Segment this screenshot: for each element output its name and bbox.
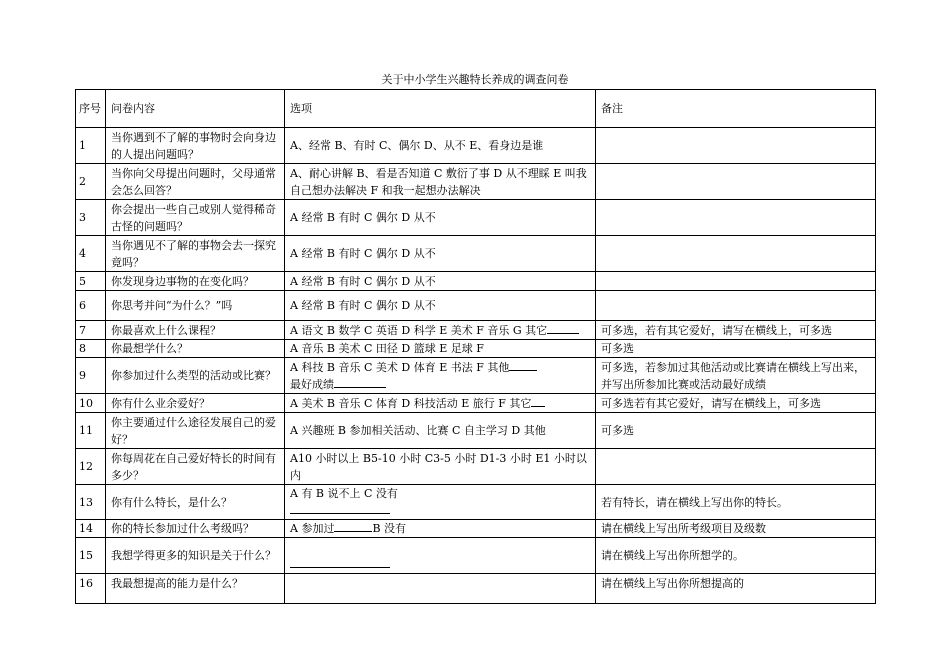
- header-row: [76, 90, 876, 128]
- row-question: 你最喜欢上什么课程？: [106, 321, 285, 340]
- row-notes: 若有特长，请在横线上写出你的特长。: [596, 485, 876, 520]
- row-notes: 请在横线上写出所考级项目及级数: [596, 520, 876, 538]
- option-text: A 参加过: [290, 522, 335, 535]
- row-question: 你主要通过什么途径发展自己的爱好？: [106, 413, 285, 449]
- row-num: 11: [76, 413, 106, 449]
- table-row: [76, 413, 876, 449]
- row-num: 6: [76, 291, 106, 321]
- row-options: A 经常 B 有时 C 偶尔 D 从不: [285, 272, 596, 291]
- row-question: 你发现身边事物的在变化吗？: [106, 272, 285, 291]
- table-row: [76, 574, 876, 604]
- row-question: 当你遇见不了解的事物会去一探究竟吗？: [106, 236, 285, 272]
- table-row: [76, 449, 876, 485]
- row-num: 4: [76, 236, 106, 272]
- row-num: 10: [76, 394, 106, 413]
- row-options: A 经常 B 有时 C 偶尔 D 从不: [285, 236, 596, 272]
- row-num: 15: [76, 538, 106, 574]
- row-notes: [596, 236, 876, 272]
- row-notes: [596, 291, 876, 321]
- row-num: 8: [76, 340, 106, 358]
- row-question: 你参加过什么类型的活动或比赛？: [106, 358, 285, 394]
- row-notes: 可多选: [596, 340, 876, 358]
- table-row: [76, 272, 876, 291]
- row-options: [285, 574, 596, 604]
- row-num: 3: [76, 200, 106, 236]
- option-text: A 有 B 说不上 C 没有: [290, 487, 398, 500]
- option-text: A 美术 B 音乐 C 体育 D 科技活动 E 旅行 F 其它: [290, 396, 532, 410]
- table-row: [76, 340, 876, 358]
- option-extra: B 没有: [372, 522, 407, 535]
- row-num: 14: [76, 520, 106, 538]
- table-row: [76, 520, 876, 538]
- row-notes: 请在横线上写出你所想提高的: [596, 574, 876, 604]
- row-notes: 可多选，若有其它爱好，请写在横线上，可多选: [596, 321, 876, 340]
- row-num: 12: [76, 449, 106, 485]
- fill-blank: [334, 376, 386, 388]
- row-question: 你有什么特长，是什么？: [106, 485, 285, 520]
- row-question: 当你遇到不了解的事物时会向身边的人提出问题吗？: [106, 128, 285, 164]
- row-options: [285, 394, 596, 413]
- row-question: 你每周花在自己爱好特长的时间有多少？: [106, 449, 285, 485]
- fill-blank: [547, 322, 579, 334]
- row-options: A、经常 B、有时 C、偶尔 D、从不 E、看身边是谁: [285, 128, 596, 164]
- fill-blank: [290, 556, 390, 568]
- row-question: 你最想学什么？: [106, 340, 285, 358]
- fill-blank: [531, 395, 545, 407]
- row-question: 你有什么业余爱好？: [106, 394, 285, 413]
- row-notes: [596, 200, 876, 236]
- fill-blank: [509, 359, 537, 371]
- table-row: [76, 291, 876, 321]
- row-notes: [596, 272, 876, 291]
- page-title: 关于中小学生兴趣特长养成的调查问卷: [381, 73, 569, 86]
- table-row: [76, 358, 876, 394]
- row-options: A10 小时以上 B5-10 小时 C3-5 小时 D1-3 小时 E1 小时以内: [285, 449, 596, 485]
- option-text: A 科技 B 音乐 C 美术 D 体育 E 书法 F 其他: [290, 360, 510, 374]
- row-num: 7: [76, 321, 106, 340]
- header-notes: 备注: [596, 90, 876, 128]
- row-options: [285, 321, 596, 340]
- row-question: 你会提出一些自己或别人觉得稀奇古怪的问题吗？: [106, 200, 285, 236]
- row-notes: [596, 449, 876, 485]
- row-question: 当你向父母提出问题时，父母通常会怎么回答？: [106, 164, 285, 200]
- option-text: A 语文 B 数学 C 英语 D 科学 E 美术 F 音乐 G 其它: [290, 323, 548, 337]
- row-options: A、耐心讲解 B、看是否知道 C 敷衍了事 D 从不理睬 E 叫我自己想办法解决 F 和我一起想办法解决: [285, 164, 596, 200]
- row-num: 9: [76, 358, 106, 394]
- row-notes: 可多选，若参加过其他活动或比赛请在横线上写出来，并写出所参加比赛或活动最好成绩: [596, 358, 876, 394]
- table-row: [76, 485, 876, 520]
- row-options: A 音乐 B 美术 C 田径 D 篮球 E 足球 F: [285, 340, 596, 358]
- row-options: A 经常 B 有时 C 偶尔 D 从不: [285, 291, 596, 321]
- row-num: 16: [76, 574, 106, 604]
- table-row: [76, 200, 876, 236]
- fill-blank: [334, 520, 372, 532]
- header-num: 序号: [76, 90, 106, 128]
- row-notes: 请在横线上写出你所想学的。: [596, 538, 876, 574]
- row-num: 5: [76, 272, 106, 291]
- table-row: [76, 321, 876, 340]
- table-row: [76, 128, 876, 164]
- row-options: A 经常 B 有时 C 偶尔 D 从不: [285, 200, 596, 236]
- table-row: [76, 236, 876, 272]
- row-question: 我最想提高的能力是什么？: [106, 574, 285, 604]
- row-options: [285, 485, 596, 520]
- survey-table: [75, 89, 876, 604]
- table-row: [76, 164, 876, 200]
- row-question: 我想学得更多的知识是关于什么？: [106, 538, 285, 574]
- row-options: [285, 538, 596, 574]
- row-options: A 兴趣班 B 参加相关活动、比赛 C 自主学习 D 其他: [285, 413, 596, 449]
- table-row: [76, 394, 876, 413]
- row-question: 你思考并问“为什么？”吗: [106, 291, 285, 321]
- row-notes: 可多选若有其它爱好，请写在横线上，可多选: [596, 394, 876, 413]
- row-num: 13: [76, 485, 106, 520]
- option-extra: 最好成绩: [290, 377, 334, 391]
- row-num: 1: [76, 128, 106, 164]
- row-question: 你的特长参加过什么考级吗？: [106, 520, 285, 538]
- row-notes: [596, 164, 876, 200]
- row-notes: 可多选: [596, 413, 876, 449]
- row-num: 2: [76, 164, 106, 200]
- row-notes: [596, 128, 876, 164]
- fill-blank: [290, 502, 390, 514]
- row-options: [285, 358, 596, 394]
- header-question: 问卷内容: [106, 90, 285, 128]
- table-row: [76, 538, 876, 574]
- header-options: 选项: [285, 90, 596, 128]
- row-options: [285, 520, 596, 538]
